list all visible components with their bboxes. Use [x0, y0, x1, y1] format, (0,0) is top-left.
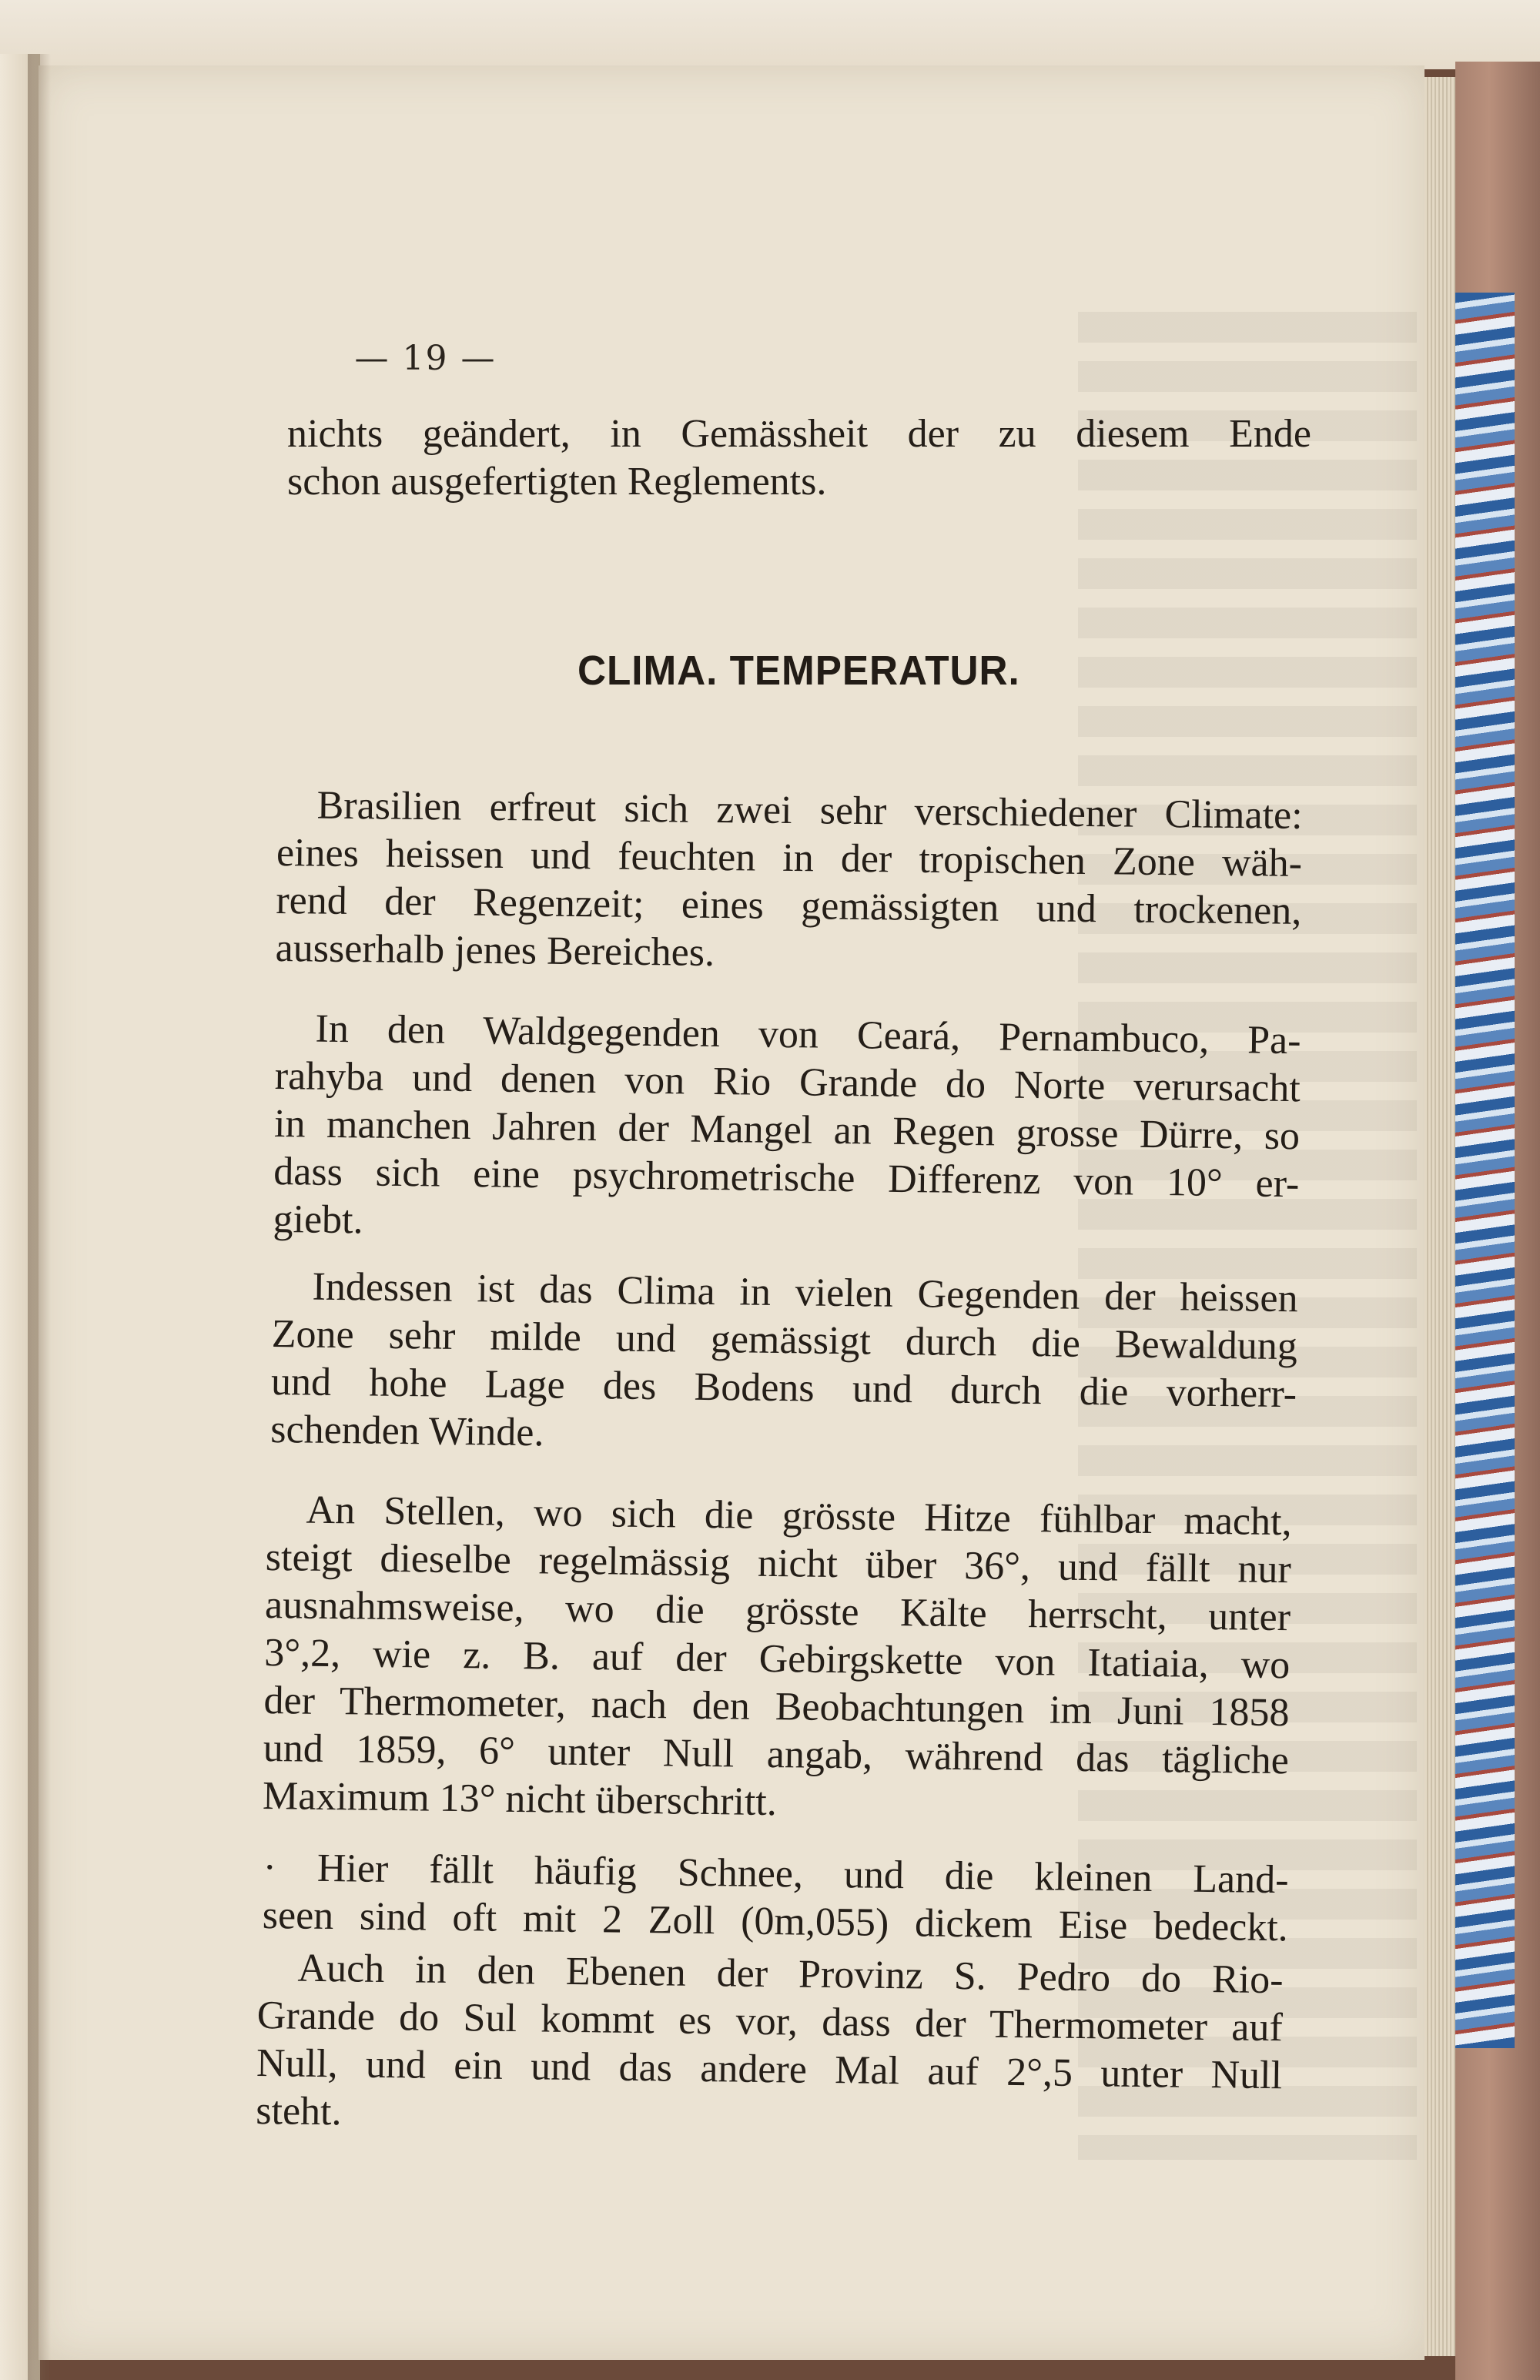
- text-line: nichts geändert, in Gemässheit der zu diesem Ende: [287, 412, 1311, 456]
- page-number-header: — 19 —: [354, 339, 497, 378]
- text-line: giebt.: [273, 1197, 363, 1243]
- text-line: schon ausgefertigten Reglements.: [287, 460, 827, 504]
- text-line: Null, und ein und das andere Mal auf 2°,5 unter Null: [256, 2040, 1283, 2098]
- paragraph-1: [275, 782, 1303, 983]
- marbled-endpaper: [1451, 293, 1515, 2048]
- cover-top-edge: [0, 0, 1540, 69]
- text-line: steht.: [256, 2088, 342, 2134]
- text-line: In den Waldgegenden von Ceará, Pernambuco, Pa-: [315, 1006, 1301, 1063]
- paragraph-2: [273, 1005, 1301, 1256]
- paragraph-4: [263, 1486, 1292, 1833]
- page-stack-edge: [1421, 77, 1455, 2356]
- text-line: steigt dieselbe regelmässig nicht über 36°, und fällt nur: [265, 1535, 1292, 1592]
- book-page: [38, 65, 1424, 2360]
- text-line: der Thermometer, nach den Beobachtungen im Juni 1858: [263, 1678, 1290, 1736]
- continuation-paragraph: [287, 410, 1311, 506]
- paragraph-6: [256, 1944, 1284, 2147]
- text-line: schenden Winde.: [270, 1407, 544, 1455]
- section-heading: CLIMA. TEMPERATUR.: [578, 648, 1020, 694]
- text-line: Brasilien erfreut sich zwei sehr verschiedener Climate:: [316, 783, 1303, 838]
- text-line: Indessen ist das Clima in vielen Gegenden der heissen: [312, 1264, 1298, 1321]
- text-line: und 1859, 6° unter Null angab, während das tägliche: [263, 1726, 1290, 1783]
- text-line: und hohe Lage des Bodens und durch die vorherr-: [270, 1359, 1297, 1417]
- paragraph-5: [262, 1844, 1288, 1952]
- text-line: An Stellen, wo sich die grösste Hitze fühlbar macht,: [306, 1488, 1292, 1545]
- text-line: ausserhalb jenes Bereiches.: [275, 926, 715, 975]
- text-line: ausnahmsweise, wo die grösste Kälte herrscht, unter: [264, 1582, 1291, 1640]
- text-line: 3°,2, wie z. B. auf der Gebirgskette von Itatiaia, wo: [264, 1630, 1291, 1688]
- text-line: rahyba und denen von Rio Grande do Norte verursacht: [274, 1053, 1301, 1111]
- page-gutter-shadow: [28, 54, 51, 2380]
- text-line: seen sind oft mit 2 Zoll (0m,055) dickem Eise bedeckt.: [262, 1893, 1289, 1950]
- text-line: Zone sehr milde und gemässigt durch die Bewaldung: [271, 1311, 1298, 1369]
- text-line: Grande do Sul kommt es vor, dass der Thermometer auf: [256, 1993, 1284, 2050]
- text-line: rend der Regenzeit; eines gemässigten und trockenen,: [276, 878, 1302, 933]
- text-line: Auch in den Ebenen der Provinz S. Pedro do Rio-: [297, 1946, 1284, 2003]
- text-line: dass sich eine psychrometrische Differenz von 10° er-: [273, 1149, 1300, 1207]
- text-line: · Hier fällt häufig Schnee, und die kleinen Land-: [263, 1845, 1289, 1903]
- text-line: eines heissen und feuchten in der tropischen Zone wäh-: [276, 830, 1303, 885]
- text-line: Maximum 13° nicht überschritt.: [262, 1773, 778, 1825]
- paragraph-3: [270, 1263, 1298, 1466]
- text-line: in manchen Jahren der Mangel an Regen grosse Dürre, so: [273, 1101, 1301, 1159]
